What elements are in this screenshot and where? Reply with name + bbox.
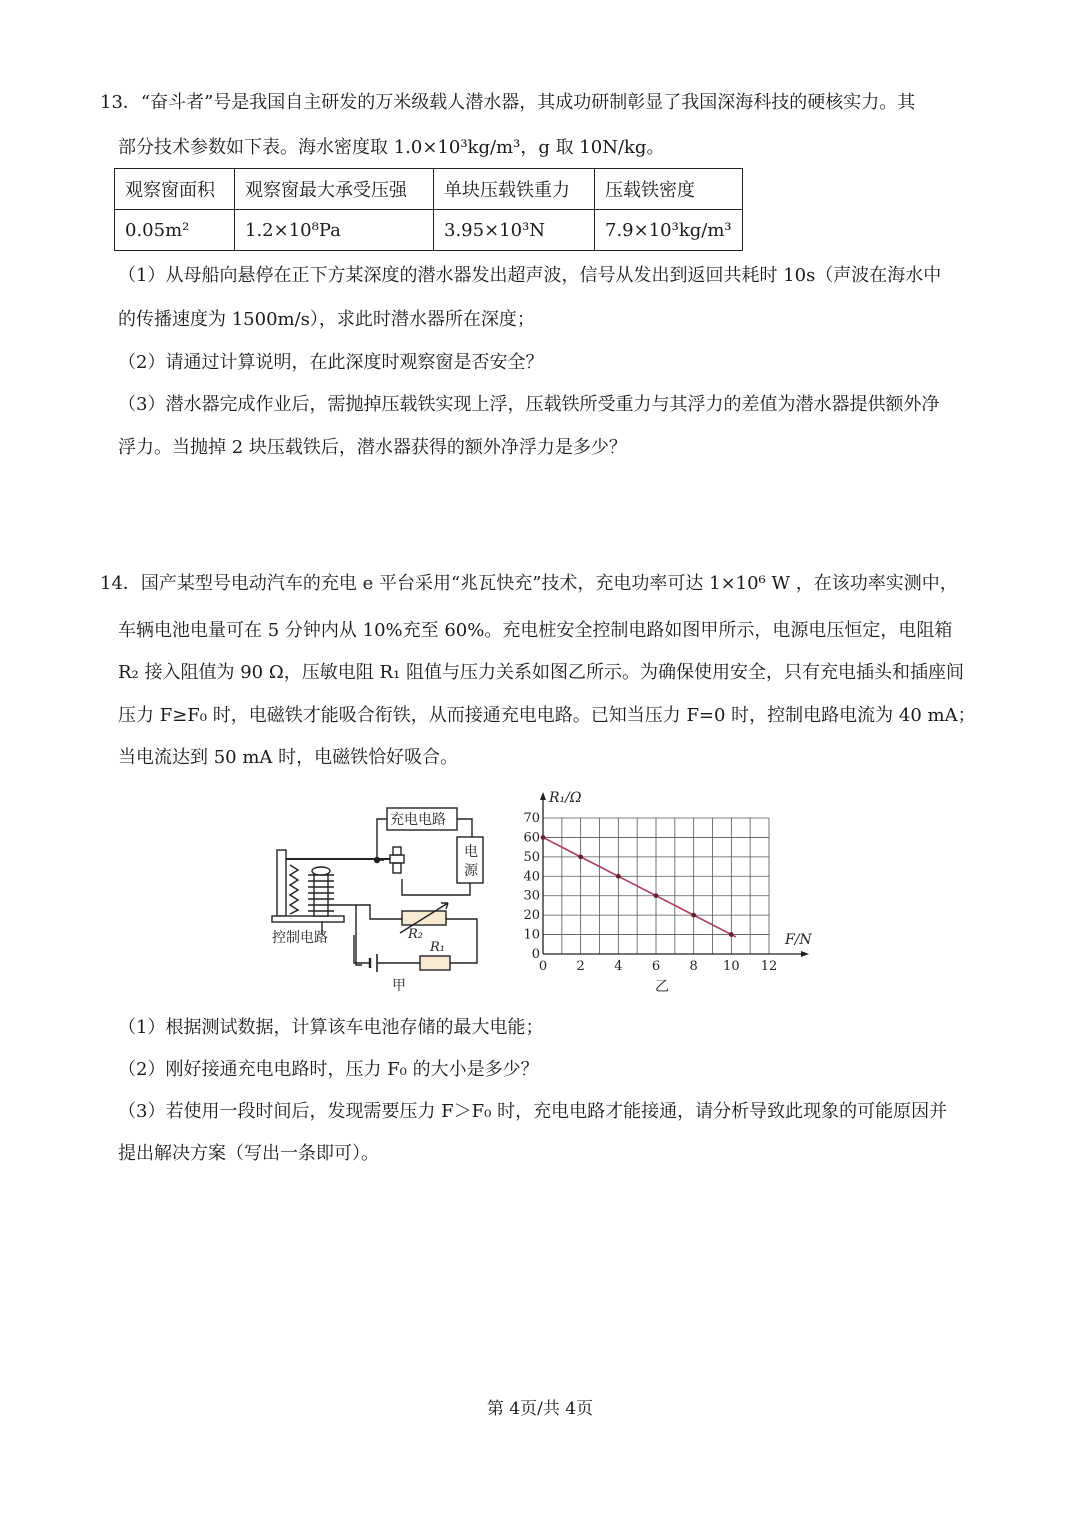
data-point	[616, 874, 621, 879]
data-point	[654, 893, 659, 898]
q13-sub2: （2）请通过计算说明，在此深度时观察窗是否安全？	[118, 352, 544, 373]
r2-label: R₂	[408, 927, 423, 942]
r1-resistor-box	[420, 956, 450, 970]
table-row	[115, 210, 743, 251]
resistance-force-chart	[515, 788, 815, 998]
table-cell: 3.95×10³N	[434, 210, 595, 251]
table-header-cell: 单块压载铁重力	[434, 169, 595, 210]
q13-sub3-line-1: （3）潜水器完成作业后，需抛掉压载铁实现上浮，压载铁所受重力与其浮力的差值为潜水器提供额外净	[118, 394, 940, 415]
chart-y-axis-label: R₁/Ω	[549, 790, 582, 806]
base-plate	[272, 916, 344, 922]
y-tick-label: 20	[523, 908, 540, 924]
x-axis-arrow	[801, 951, 809, 957]
y-axis-arrow	[540, 792, 546, 800]
table-header-cell: 观察窗面积	[115, 169, 235, 210]
x-tick-label: 4	[614, 959, 623, 974]
q14-line-4: 压力 F≥F₀ 时，电磁铁才能吸合衔铁，从而接通充电电路。已知当压力 F=0 时，控制电路电流为 40 mA；	[118, 705, 976, 726]
x-tick-label: 8	[689, 959, 698, 974]
table-cell: 1.2×10⁸Pa	[235, 210, 434, 251]
charging-circuit-label: 充电电路	[390, 812, 446, 828]
q14-line-2: 车辆电池电量可在 5 分钟内从 10%充至 60%。充电桩安全控制电路如图甲所示，电源电压恒定，电阻箱	[118, 620, 953, 641]
table-header-cell: 压载铁密度	[595, 169, 743, 210]
chart-series	[541, 835, 736, 937]
page-footer: 第 4页/共 4页	[486, 1399, 594, 1419]
q13-line-1: 13．“奋斗者”号是我国自主研发的万米级载人潜水器，其成功研制彰显了我国深海科技的硬核实力。其	[100, 92, 916, 113]
q14-line-1: 14．国产某型号电动汽车的充电 e 平台采用“兆瓦快充”技术，充电功率可达 1×10⁶ W ，在该功率实测中，	[100, 573, 958, 594]
figure-caption-yi: 乙	[655, 979, 669, 995]
q13-parameter-table	[114, 168, 743, 251]
q14-line-5: 当电流达到 50 mA 时，电磁铁恰好吸合。	[118, 747, 459, 768]
q13-sub1-line-2: 的传播速度为 1500m/s），求此时潜水器所在深度；	[118, 309, 535, 330]
q13-sub3-line-2: 浮力。当抛掉 2 块压载铁后，潜水器获得的额外净浮力是多少？	[118, 437, 627, 458]
data-point	[578, 854, 583, 859]
x-tick-label: 10	[723, 959, 740, 974]
y-tick-label: 70	[523, 811, 540, 826]
q14-sub3-line-2: 提出解决方案（写出一条即可）。	[118, 1143, 379, 1164]
q14-sub2: （2）刚好接通充电电路时，压力 F₀ 的大小是多少？	[118, 1059, 539, 1080]
q14-sub3-line-1: （3）若使用一段时间后，发现需要压力 F＞F₀ 时，充电电路才能接通，请分析导致此现象的可能原因并	[118, 1101, 948, 1122]
table-header-cell: 观察窗最大承受压强	[235, 169, 434, 210]
spring	[290, 865, 298, 914]
x-tick-label: 0	[538, 959, 548, 974]
y-tick-label: 60	[523, 830, 540, 846]
figure-caption-jia: 甲	[392, 978, 406, 994]
table-cell: 7.9×10³kg/m³	[595, 210, 743, 251]
data-point	[691, 913, 696, 918]
y-tick-label: 0	[531, 947, 540, 962]
y-tick-label: 30	[523, 888, 540, 904]
x-tick-label: 2	[576, 959, 585, 974]
y-tick-label: 40	[523, 869, 540, 885]
y-tick-label: 10	[523, 927, 540, 943]
table-cell: 0.05m²	[115, 210, 235, 251]
table-header-row	[115, 169, 743, 210]
data-point	[729, 932, 734, 937]
q13-sub1-line-1: （1）从母船向悬停在正下方某深度的潜水器发出超声波，信号从发出到返回共耗时 10s（声波在海水中	[118, 265, 942, 286]
chart-x-axis-label: F/N	[785, 932, 812, 948]
r1-label: R₁	[430, 940, 445, 955]
switch-contact	[390, 855, 404, 863]
power-source-label-top: 电	[464, 844, 478, 860]
q14-sub1: （1）根据测试数据，计算该车电池存储的最大电能；	[118, 1017, 544, 1038]
data-point	[541, 835, 546, 840]
y-tick-label: 50	[523, 849, 540, 865]
x-tick-label: 6	[651, 959, 661, 974]
x-tick-label: 12	[760, 959, 778, 974]
series-line	[543, 837, 736, 936]
power-source-label-bottom: 源	[464, 863, 478, 879]
q14-line-3: R₂ 接入阻值为 90 Ω，压敏电阻 R₁ 阻值与压力关系如图乙所示。为确保使用安全，只有充电插头和插座间	[118, 662, 964, 683]
q13-line-2: 部分技术参数如下表。海水密度取 1.0×10³kg/m³，g 取 10N/kg。	[118, 137, 665, 158]
chart-grid	[543, 818, 769, 954]
control-circuit-label: 控制电路	[272, 930, 328, 946]
circuit-diagram	[262, 795, 502, 1000]
